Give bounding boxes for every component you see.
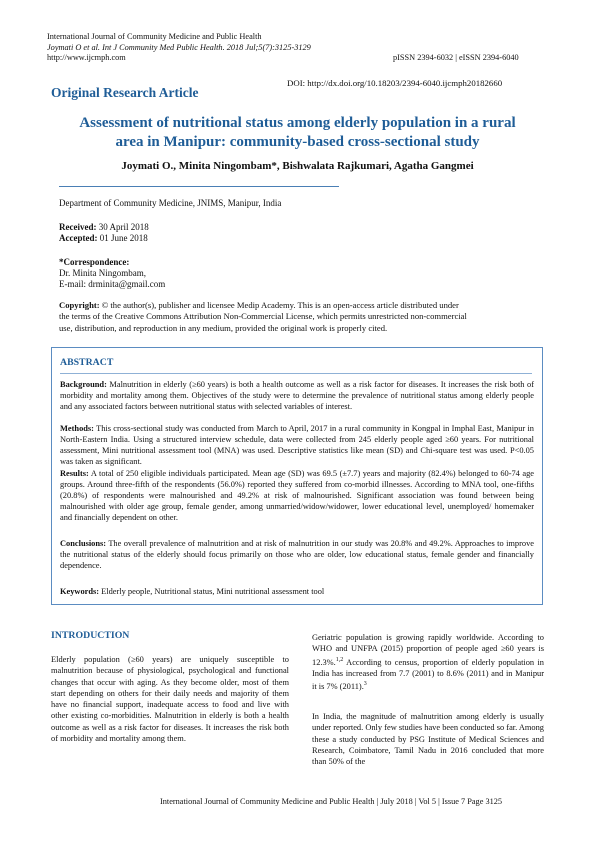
correspondence-email[interactable]: E-mail: drminita@gmail.com	[59, 279, 166, 289]
article-type: Original Research Article	[51, 85, 199, 100]
journal-name: International Journal of Community Medicine and Public Health	[47, 32, 262, 41]
accepted-date: Accepted: 01 June 2018	[59, 233, 148, 243]
affiliation: Department of Community Medicine, JNIMS, Manipur, India	[59, 198, 282, 208]
abstract-heading: ABSTRACT	[60, 357, 114, 368]
received-date: Received: 30 April 2018	[59, 222, 149, 232]
article-title	[30, 114, 565, 151]
correspondence-label: *Correspondence:	[59, 257, 130, 267]
abstract-keywords: Keywords: Elderly people, Nutritional status, Mini nutritional assessment tool	[60, 587, 325, 596]
abstract-methods: Methods: This cross-sectional study was conducted from March to April, 2017 in a rural community in Kongpal in Imphal East, Manipur in North-Eastern India. Using a structured interview schedule, data were collected from 245 elderly people aged ≥60 years. For nutritional assessment, Mini nutritional assessment tool (MNA) was used. Descriptive statistics like mean (SD) and Chi-square test was used. P<0.05 was taken as significant.	[60, 424, 534, 466]
title-divider	[59, 186, 339, 187]
abstract-box	[51, 347, 543, 605]
journal-url[interactable]: http://www.ijcmph.com	[47, 53, 126, 62]
abstract-background: Background: Malnutrition in elderly (≥60 years) is both a health outcome as well as a risk factor for diseases. It increases the risk both of morbidity and mortality among them. Objectives of the study were to determine the prevalence of nutritional status among elderly people and any associated factors between nutritional status with selected variables of interest.	[60, 380, 534, 411]
citation: Joymati O et al. Int J Community Med Public Health. 2018 Jul;5(7):3125-3129	[47, 42, 311, 52]
title-line-1: Assessment of nutritional status among elderly population in a rural	[79, 115, 516, 131]
issn: pISSN 2394-6032 | eISSN 2394-6040	[393, 53, 519, 62]
correspondence-name: Dr. Minita Ningombam,	[59, 268, 146, 278]
intro-right-paragraph-2: In India, the magnitude of malnutrition among elderly is usually under reported. Only few studies have been conducted so far. Among these a study conducted by PSG Institute of Medical Sciences and Research, Coimbatore, Tamil Nadu in 2016 concluded that more than 50% of the	[312, 712, 544, 767]
copyright-label: Copyright:	[59, 300, 100, 310]
title-line-2: area in Manipur: community-based cross-sectional study	[115, 133, 480, 150]
abstract-conclusions: Conclusions: The overall prevalence of malnutrition and at risk of malnutrition in our study was 20.8% and 49.2%. Approaches to improve the nutritional status of the elderly should focus primarily on those who are older, low educational status, female gender and financially dependence.	[60, 539, 534, 570]
copyright-notice: Copyright: © the author(s), publisher and licensee Medip Academy. This is an open-access article distributed under the terms of the Creative Commons Attribution Non-Commercial License, which permits unrestricted non-commercial use, distribution, and reproduction in any medium, provided the original work is properly cited.	[59, 300, 467, 333]
intro-right-paragraph-1: Geriatric population is growing rapidly worldwide. According to WHO and UNFPA (2015) proportion of people aged ≥60 years is 12.3%.$^{1,2}$ According to census, proportion of elderly population in India has increased from 7.7 (2001) to 8.6% (2011) and in Manipur it is 7% (2011).$^3$	[312, 633, 544, 691]
page-footer: International Journal of Community Medicine and Public Health | July 2018 | Vol 5 | Issue 7 Page 3125	[160, 797, 503, 806]
intro-left-paragraph: Elderly population (≥60 years) are uniquely susceptible to malnutrition because of physiological, psychological and functional changes that occur with aging. As they become older, most of them start depending on others for their daily needs and majority of them have no financial support, inadequate access to food and live with other existing co-morbidities. Malnutrition in elderly is both a health outcome as well as a risk factor for diseases. It increases the risk both of morbidity and mortality among them.	[51, 655, 289, 744]
abstract-results: Results: A total of 250 eligible individuals participated. Mean age (SD) was 69.5 (±7.7) years and majority (82.4%) belonged to 60-74 age groups. Around three-fifth of the respondents (56.0%) reported they suffered from co-morbid illnesses. According to MNA tool, one-fifths (20.8%) of respondents were malnourished and 49.2% at risk of malnourished. Significant association was found between being malnourished with older age group, female gender, among unmarried/widow/widower, lower educational level, unemployed/ homemaker and financially dependent on other.	[60, 469, 534, 522]
dates	[59, 222, 149, 244]
authors: Joymati O., Minita Ningombam*, Bishwalata Rajkumari, Agatha Gangmei	[121, 160, 474, 172]
doi[interactable]: DOI: http://dx.doi.org/10.18203/2394-6040.ijcmph20182660	[287, 78, 503, 88]
received-label: Received:	[59, 222, 97, 232]
abstract-divider	[60, 373, 532, 374]
introduction-heading: INTRODUCTION	[51, 630, 130, 641]
running-header	[47, 32, 311, 64]
accepted-label: Accepted:	[59, 233, 98, 243]
correspondence	[59, 257, 165, 290]
